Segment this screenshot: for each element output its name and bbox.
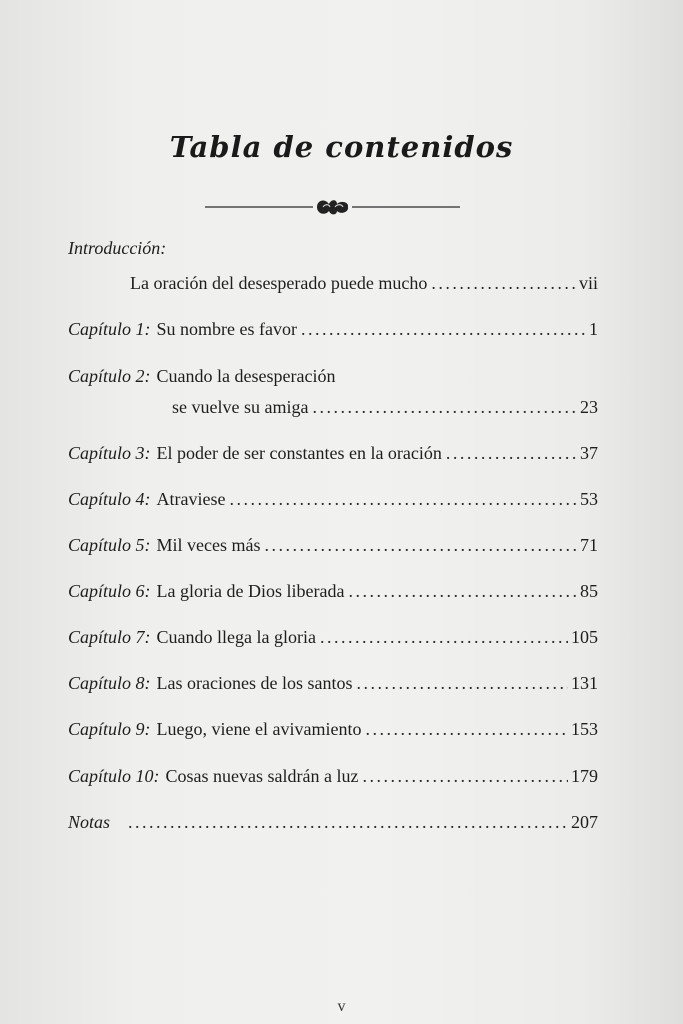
toc-title: Luego, viene el avivamiento bbox=[156, 719, 362, 739]
leader-dots bbox=[446, 443, 577, 464]
leader-dots bbox=[320, 627, 568, 648]
toc-page: 71 bbox=[580, 535, 598, 555]
toc-page: 131 bbox=[571, 673, 598, 693]
toc-entry-introduccion bbox=[68, 238, 598, 262]
toc-title: Las oraciones de los santos bbox=[156, 673, 353, 693]
toc-label: Capítulo 10: bbox=[68, 766, 160, 786]
leader-dots bbox=[301, 319, 586, 340]
toc-label: Capítulo 9: bbox=[68, 719, 151, 739]
toc-label: Capítulo 2: bbox=[68, 366, 151, 386]
toc-entry-notas bbox=[68, 812, 598, 836]
toc-label: Capítulo 1: bbox=[68, 319, 151, 339]
leader-dots bbox=[356, 673, 568, 694]
toc-page: 153 bbox=[571, 719, 598, 739]
toc-page: 37 bbox=[580, 443, 598, 463]
toc-page: 53 bbox=[580, 489, 598, 509]
toc-title: Atraviese bbox=[156, 489, 226, 509]
leader-dots bbox=[265, 535, 578, 556]
leader-dots bbox=[348, 581, 577, 602]
leader-dots bbox=[431, 273, 576, 294]
toc-title: Cuando llega la gloria bbox=[156, 627, 316, 647]
toc-label: Notas bbox=[68, 812, 111, 832]
toc-entry-chapter-9 bbox=[68, 719, 598, 743]
toc-label: Introducción: bbox=[68, 238, 167, 258]
toc-title: La oración del desesperado puede mucho bbox=[130, 273, 428, 293]
toc-entry-chapter-10 bbox=[68, 766, 598, 790]
toc-entry-chapter-2-cont bbox=[172, 397, 598, 421]
toc-label: Capítulo 4: bbox=[68, 489, 151, 509]
toc-entry-chapter-2 bbox=[68, 366, 598, 390]
table-of-contents bbox=[68, 0, 598, 1024]
toc-entry-chapter-4 bbox=[68, 489, 598, 513]
toc-page: 179 bbox=[571, 766, 598, 786]
toc-label: Capítulo 7: bbox=[68, 627, 151, 647]
page-number: v bbox=[337, 998, 346, 1015]
page-title: Tabla de contenidos bbox=[169, 130, 514, 164]
toc-label: Capítulo 3: bbox=[68, 443, 151, 463]
toc-entry-chapter-8 bbox=[68, 673, 598, 697]
leader-dots bbox=[128, 812, 568, 833]
toc-title: Cuando la desesperación bbox=[156, 366, 336, 386]
leader-dots bbox=[229, 489, 577, 510]
toc-label: Capítulo 8: bbox=[68, 673, 151, 693]
toc-page: vii bbox=[578, 273, 598, 293]
toc-label: Capítulo 6: bbox=[68, 581, 151, 601]
toc-title: Mil veces más bbox=[156, 535, 261, 555]
toc-page: 207 bbox=[571, 812, 598, 832]
toc-title: El poder de ser constantes en la oración bbox=[156, 443, 442, 463]
toc-title: Su nombre es favor bbox=[156, 319, 297, 339]
toc-title: Cosas nuevas saldrán a luz bbox=[165, 766, 359, 786]
toc-entry-chapter-1 bbox=[68, 319, 598, 343]
toc-title: La gloria de Dios liberada bbox=[156, 581, 345, 601]
leader-dots bbox=[312, 397, 577, 418]
toc-page: 23 bbox=[580, 397, 598, 417]
toc-page: 1 bbox=[589, 319, 598, 339]
toc-label: Capítulo 5: bbox=[68, 535, 151, 555]
toc-title: se vuelve su amiga bbox=[172, 397, 309, 417]
toc-page: 85 bbox=[580, 581, 598, 601]
leader-dots bbox=[365, 719, 568, 740]
toc-entry-chapter-7 bbox=[68, 627, 598, 651]
toc-entry-chapter-3 bbox=[68, 443, 598, 467]
toc-entry-intro-title bbox=[130, 273, 598, 297]
toc-page: 105 bbox=[571, 627, 598, 647]
toc-entry-chapter-5 bbox=[68, 535, 598, 559]
leader-dots bbox=[362, 766, 568, 787]
toc-entry-chapter-6 bbox=[68, 581, 598, 605]
